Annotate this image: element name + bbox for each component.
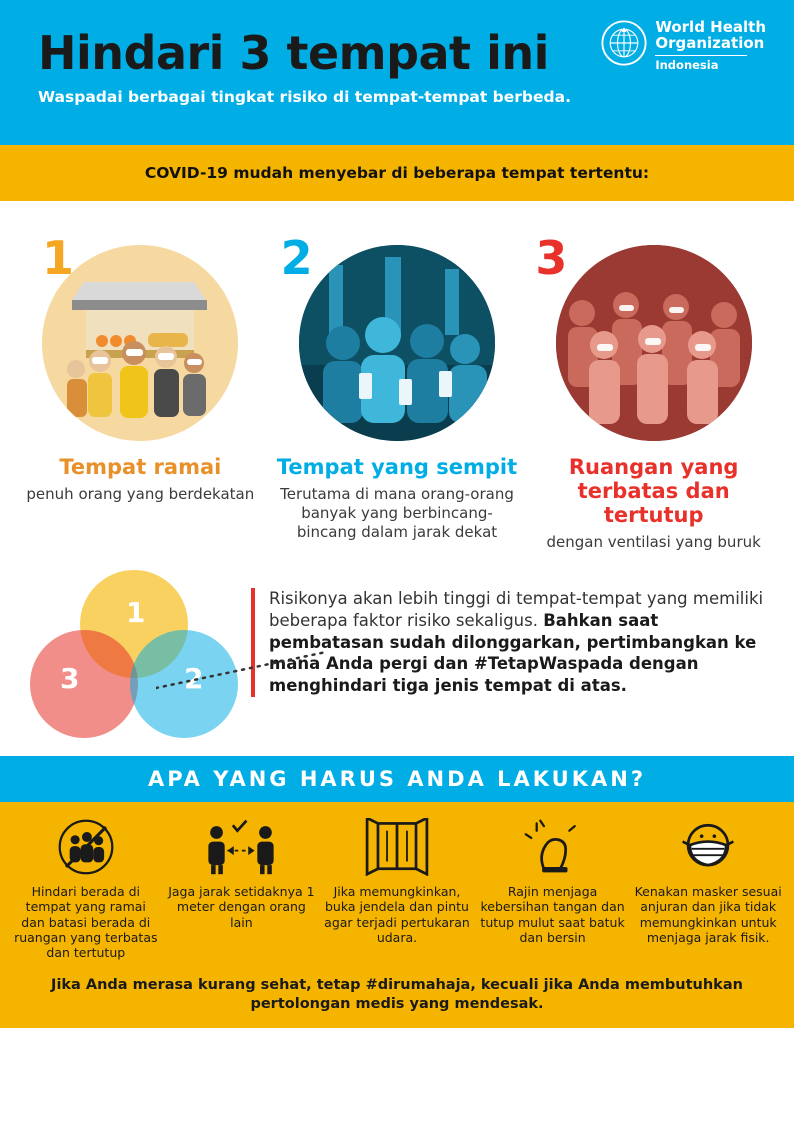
venn-section — [0, 552, 794, 740]
venn-diagram — [26, 570, 241, 740]
risk-text-bold: Bahkan saat pembatasan sudah dilonggarkan, pertimbangkan ke mana Anda pergi dan #TetapWaspada dengan menghindari tiga jenis tempat di atas. — [269, 610, 757, 696]
risk-text-plain: Risikonya akan lebih tinggi di tempat-tempat yang memiliki beberapa faktor risiko sekaligus. — [269, 589, 764, 630]
open-window-icon — [323, 816, 471, 878]
action-item — [164, 816, 320, 930]
place-number: 3 — [535, 231, 568, 285]
place-description: dengan ventilasi yang buruk — [546, 533, 761, 552]
who-country: Indonesia — [655, 57, 719, 72]
actions-section — [0, 802, 794, 968]
risk-text — [269, 588, 768, 697]
action-text: Kenakan masker sesuai anjuran dan jika tidak memungkinkan untuk menjaga jarak fisik. — [634, 884, 782, 945]
venn-label-1: 1 — [126, 596, 146, 630]
no-crowd-icon — [12, 816, 160, 878]
venn-circle-3 — [30, 630, 138, 738]
place-title: Ruangan yang terbatas dan tertutup — [568, 455, 739, 528]
action-text: Rajin menjaga kebersihan tangan dan tutup mulut saat batuk dan bersin — [480, 884, 625, 945]
page-title: Hindari 3 tempat ini — [38, 26, 549, 80]
place-card-1 — [14, 219, 267, 552]
venn-label-2: 2 — [184, 662, 204, 696]
footer-note: Jika Anda merasa kurang sehat, tetap #dirumahaja, kecuali jika Anda membutuhkan pertolongan medis yang mendesak. — [0, 968, 794, 1028]
banner — [0, 145, 794, 201]
who-logo — [601, 20, 766, 71]
place-title: Tempat yang sempit — [276, 455, 518, 479]
leader-line — [156, 648, 328, 694]
place-description: penuh orang yang berdekatan — [26, 485, 255, 504]
place-number: 1 — [42, 231, 75, 285]
action-item — [8, 816, 164, 960]
crowded-bar-illustration — [299, 245, 495, 441]
place-number: 2 — [280, 231, 313, 285]
banner-text: COVID-19 mudah menyebar di beberapa tempat tertentu: — [144, 164, 650, 182]
action-bar — [0, 756, 794, 802]
action-text: Jika memungkinkan, buka jendela dan pintu agar terjadi pertukaran udara. — [324, 884, 470, 945]
who-wordmark — [655, 20, 766, 71]
actions-grid — [8, 816, 786, 960]
who-emblem-icon — [601, 20, 647, 66]
action-item — [475, 816, 631, 945]
who-line2: Organization — [655, 33, 765, 52]
venn-label-3: 3 — [60, 662, 80, 696]
action-bar-title: APA YANG HARUS ANDA LAKUKAN? — [147, 767, 647, 792]
closed-room-crowd-illustration — [556, 245, 752, 441]
page-subtitle: Waspadai berbagai tingkat risiko di tempat-tempat berbeda. — [38, 88, 571, 106]
place-description: Terutama di mana orang-orang banyak yang berbincang-bincang dalam jarak dekat — [280, 485, 514, 541]
action-text: Hindari berada di tempat yang ramai dan batasi berada di ruangan yang terbatas dan tertutup — [14, 884, 158, 961]
places-row — [0, 201, 794, 552]
physical-distancing-icon — [168, 816, 316, 878]
action-text: Jaga jarak setidaknya 1 meter dengan orang lain — [168, 884, 315, 930]
who-divider — [655, 55, 747, 56]
place-card-3 — [527, 219, 780, 552]
risk-callout — [251, 588, 768, 697]
hand-hygiene-cough-icon — [479, 816, 627, 878]
place-title: Tempat ramai — [59, 455, 222, 479]
header — [0, 0, 794, 145]
place-card-2 — [271, 219, 524, 552]
action-item — [319, 816, 475, 945]
wear-mask-icon — [634, 816, 782, 878]
action-item — [630, 816, 786, 945]
who-line1: World Health — [655, 18, 766, 36]
